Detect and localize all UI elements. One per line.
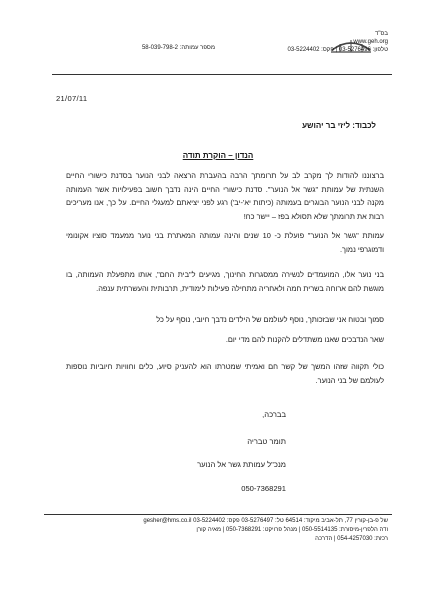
body-paragraph: סמוך ובטוח אני שבזכותך, נוסף לעולמם של הילדים נדבך חיובי, נוסף על כל	[156, 315, 384, 324]
signature-phone: 050-7368291	[241, 484, 286, 493]
body-paragraph: ברצוננו להודות לך מקרב לב על תרומתך הרבה בהעברת הרצאה לבני הנוער בסדנת כישורי החיים השנתית של עמותת "גשר אל הנוער". סדנת כישורי החיים הינה נדבך חשוב בפעילויות אשר העמותה מקנה לבני הנוער הבוגרים בעמותה (כיתות יא'-יב') רגע לפני יציאתם למעגלי החיים. על כך, אנו מעריכים רבות את תרומתך שלא תסולא בפז – יישר כח!	[66, 171, 384, 221]
subject-line: הנדון – הוקרת תודה	[182, 151, 254, 160]
body-paragraph: בני נוער אלו, המועמדים לנשירה ממסגרות החינוך, מגיעים ל"בית החם", אותו מתפעלת העמותה, בו מוגשת להם ארוחה בשרית חמה ולאחריה מתחילה פעילות לימודית, תרבותית והעשרתית ענפה.	[66, 270, 384, 293]
letterhead-registry	[95, 44, 215, 52]
body-paragraph: עמותת "גשר אל הנוער" פועלת כ- 10 שנים והינה עמותה המאתרת בני נוער ממעמד סוציו אקונומי ודמוגרפי נמוך.	[66, 231, 384, 254]
letterhead-phone-line: טלפון: 03-5276496 | פקס: 03-5224402	[287, 47, 388, 53]
letterhead-website[interactable]: www.geh.org	[353, 39, 388, 45]
letterhead-contact	[238, 30, 388, 54]
addressee: לכבוד: ליזי בר יהושע	[302, 121, 376, 130]
letterhead-org-short: בס"ד	[375, 31, 388, 37]
body-paragraph: שאר הנדבכים שאנו משתדלים להקנות להם מדי יום.	[225, 335, 384, 344]
footer-divider	[44, 514, 392, 515]
registry-number: 58-039-798-2	[141, 45, 178, 51]
footer-contacts-line: רכזת: 054-4257030 | הדרכה	[315, 536, 388, 542]
registry-label: מספר עמותה:	[179, 45, 215, 51]
body-paragraph: כולי תקווה שזהו המשך של קשר חם ואמיתי שמטרתו הוא להעניק סיוע, כלים וחוויות חיוביות נוספות לעולמם של בני הנוער.	[66, 362, 384, 385]
header-divider	[52, 74, 392, 75]
letter-date: 21/07/11	[56, 94, 88, 103]
signature-title: מנכ"ל עמותת גשר אל הנוער	[197, 460, 286, 469]
signature-closing: בברכה,	[262, 410, 286, 419]
footer-contacts-line: ודה הלפרין-מיסורת: 050-5514135 | מנהל פרויקט: 050-7368291 | מאיה קורן	[196, 527, 388, 533]
signature-name: תומר טבריה	[247, 437, 286, 446]
footer-address-line: של פ-בן-קורין 77, תל-אביב מיקוד: 64514 טל: 03-5276497 פקס: 03-5224402 gesher@hms.co.il	[143, 518, 388, 524]
